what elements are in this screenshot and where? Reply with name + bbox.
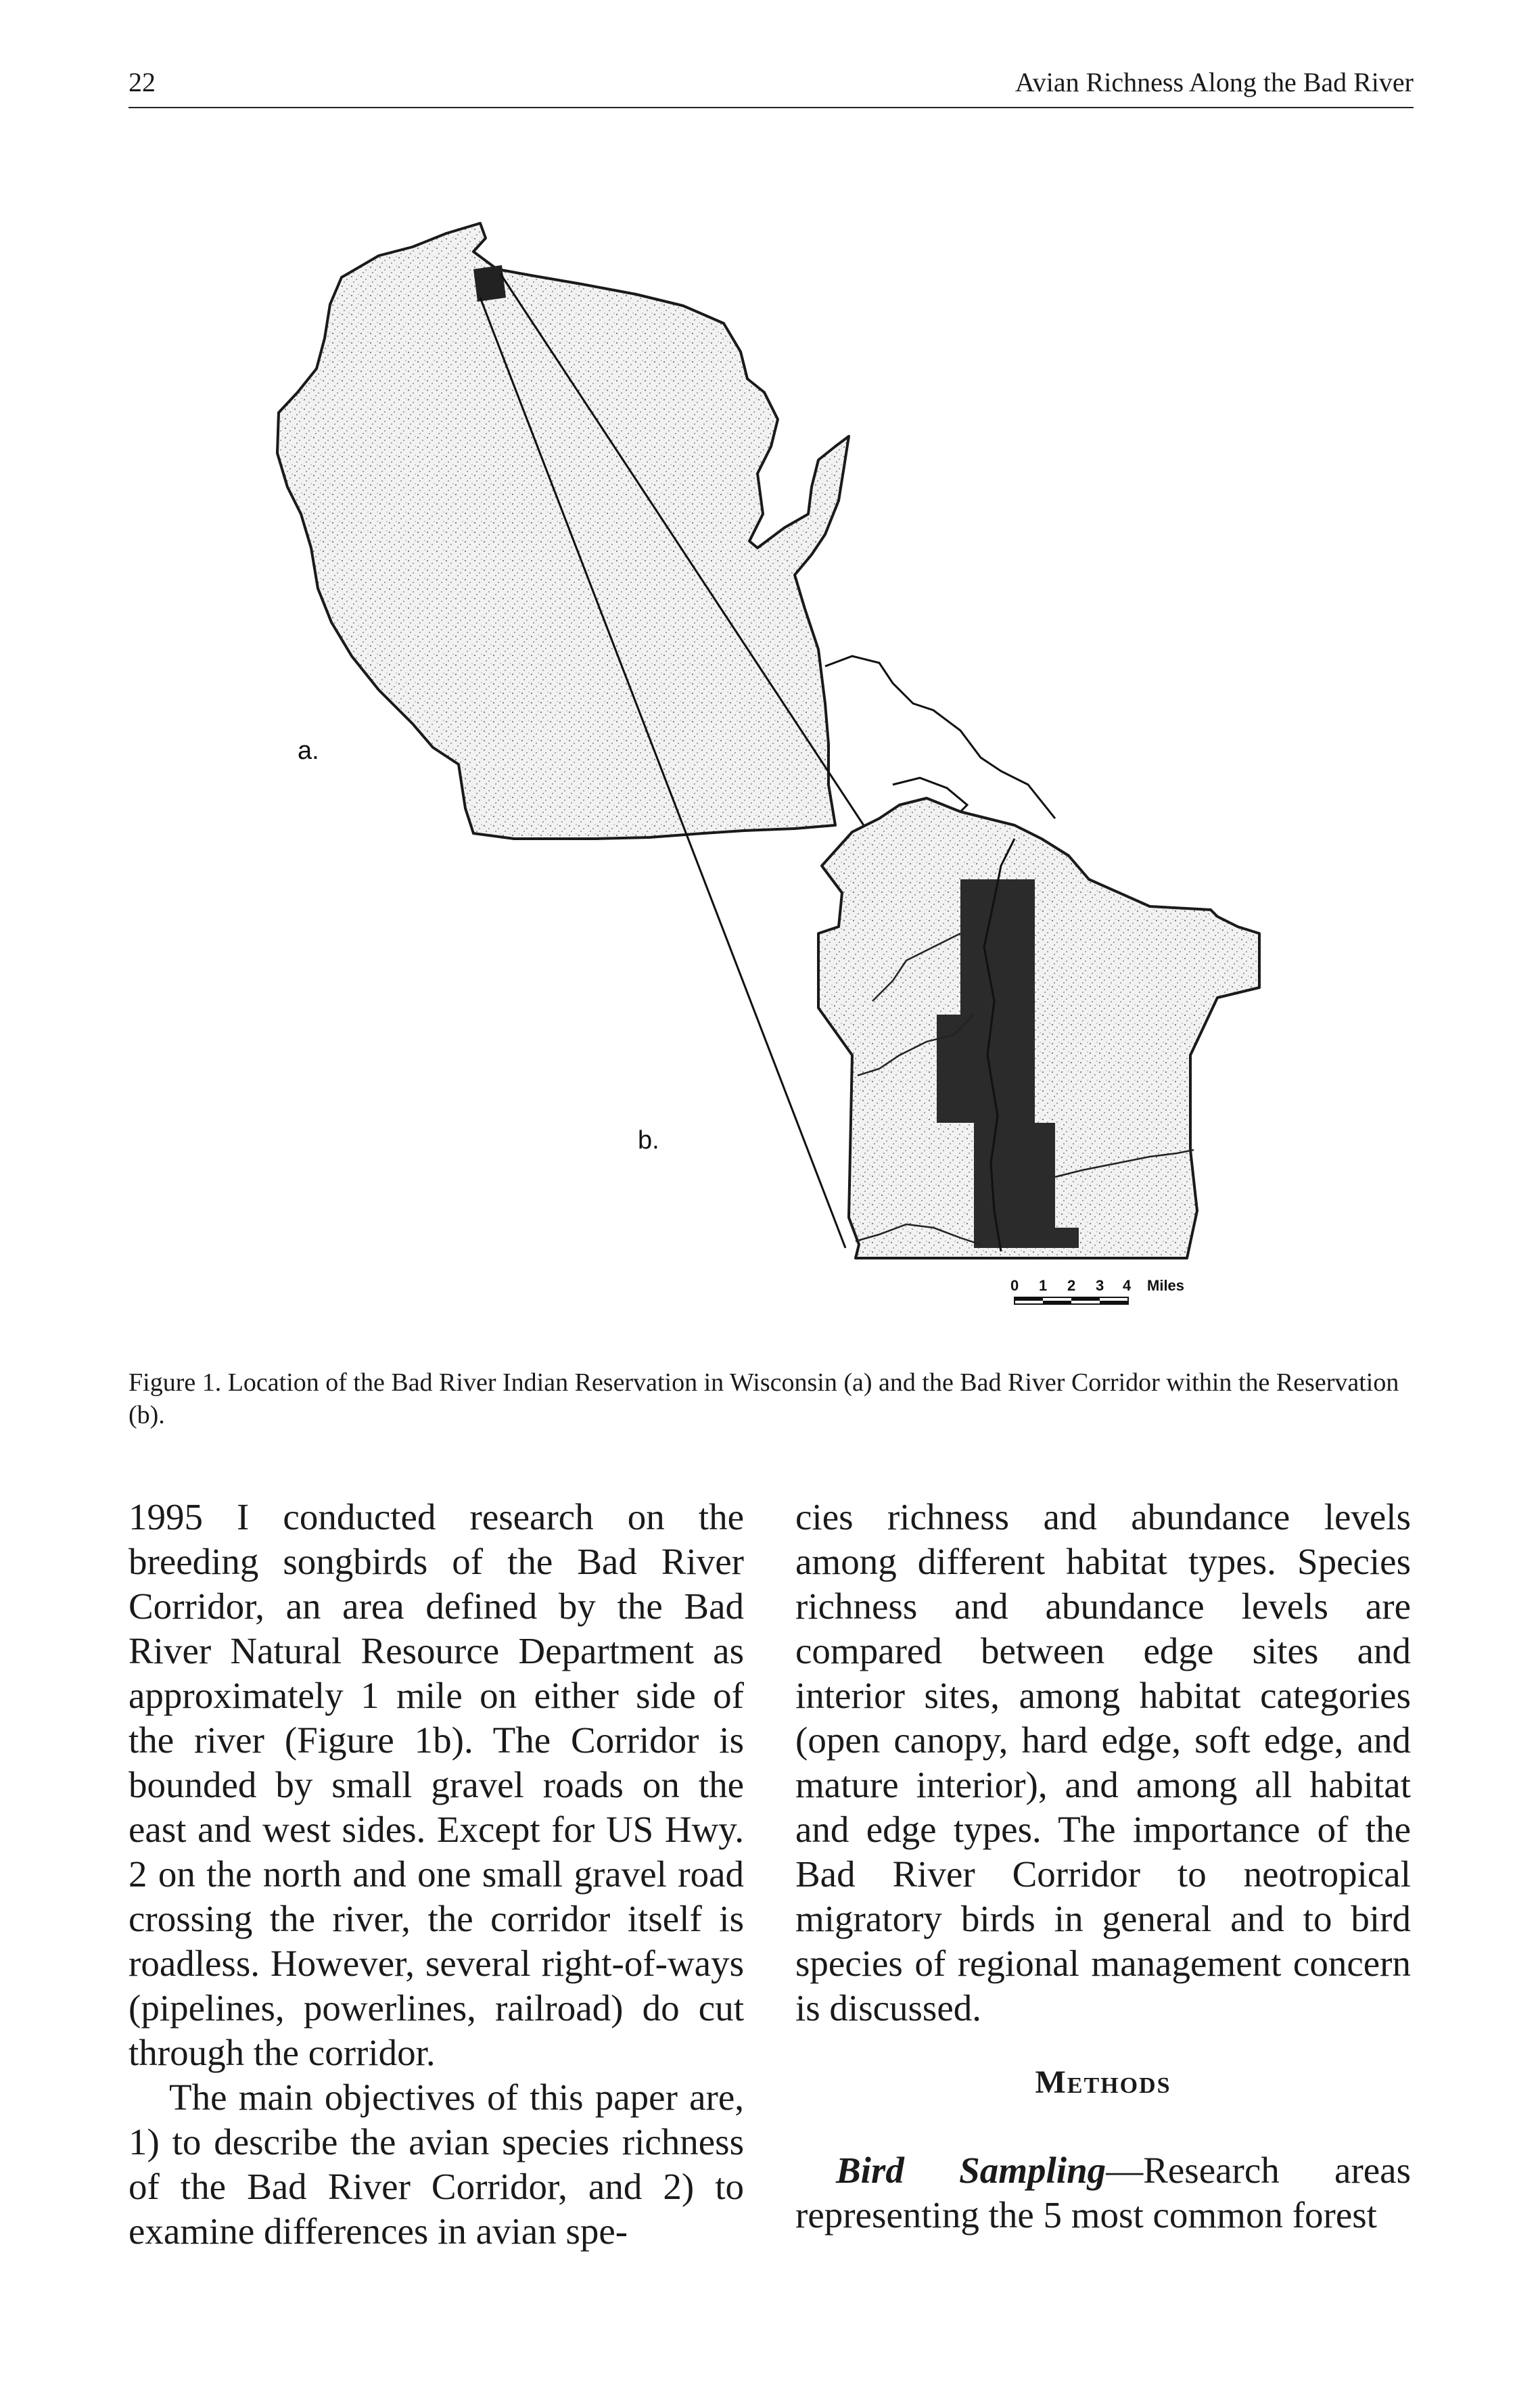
- scale-tick-label: 0: [1010, 1277, 1019, 1294]
- bird-sampling-text: —Research areas representing the 5 most common forest: [795, 2150, 1411, 2236]
- paragraph: The main objectives of this paper are, 1) to describe the avian species richness of the Bad River Corridor, and 2) to examine differences in avian spe-: [129, 2077, 744, 2252]
- right-column: [795, 1495, 1411, 2238]
- scale-tick-label: 2: [1067, 1277, 1076, 1294]
- wisconsin-map: [277, 223, 849, 839]
- reservation-highlight: [473, 265, 506, 302]
- figure-caption: Figure 1. Location of the Bad River Indian Reservation in Wisconsin (a) and the Bad River Corridor within the Reservation (b).: [129, 1368, 1399, 1429]
- scale-tick-label: 4: [1123, 1277, 1132, 1294]
- label-b: b.: [638, 1126, 659, 1155]
- bird-sampling-runin: Bird Sampling: [836, 2150, 1106, 2191]
- running-title: Avian Richness Along the Bad River: [1015, 67, 1414, 97]
- scale-unit: Miles: [1147, 1277, 1185, 1294]
- shoreline: [825, 656, 1055, 818]
- paragraph: cies richness and abundance levels among different habitat types. Species richness and abundance levels are compared between edge sites and interior sites, among habitat categories (open canopy, hard edge, soft edge, and mature interior), and among all habitat and edge types. The importance of the Bad River Corridor to neotropical migratory birds in general and to bird species of regional management concern is discussed.: [795, 1496, 1411, 2029]
- page-number: 22: [129, 67, 156, 97]
- label-a: a.: [298, 737, 319, 765]
- methods-heading: Methods: [1035, 2064, 1171, 2100]
- scale-tick-label: 3: [1096, 1277, 1104, 1294]
- left-column: [129, 1495, 744, 2254]
- scale-tick-label: 1: [1039, 1277, 1048, 1294]
- paragraph: [795, 2148, 1411, 2238]
- paragraph: 1995 I conducted research on the breeding songbirds of the Bad River Corridor, an area defined by the Bad River Natural Resource Department as approximately 1 mile on either side of the river (Figure 1b). The Corridor is bounded by small gravel roads on the east and west sides. Except for US Hwy. 2 on the north and one small gravel road crossing the river, the corridor itself is roadless. However, several right-of-ways (pipelines, powerlines, railroad) do cut through the corridor.: [129, 1496, 744, 2073]
- scale-bar: [1010, 1277, 1184, 1304]
